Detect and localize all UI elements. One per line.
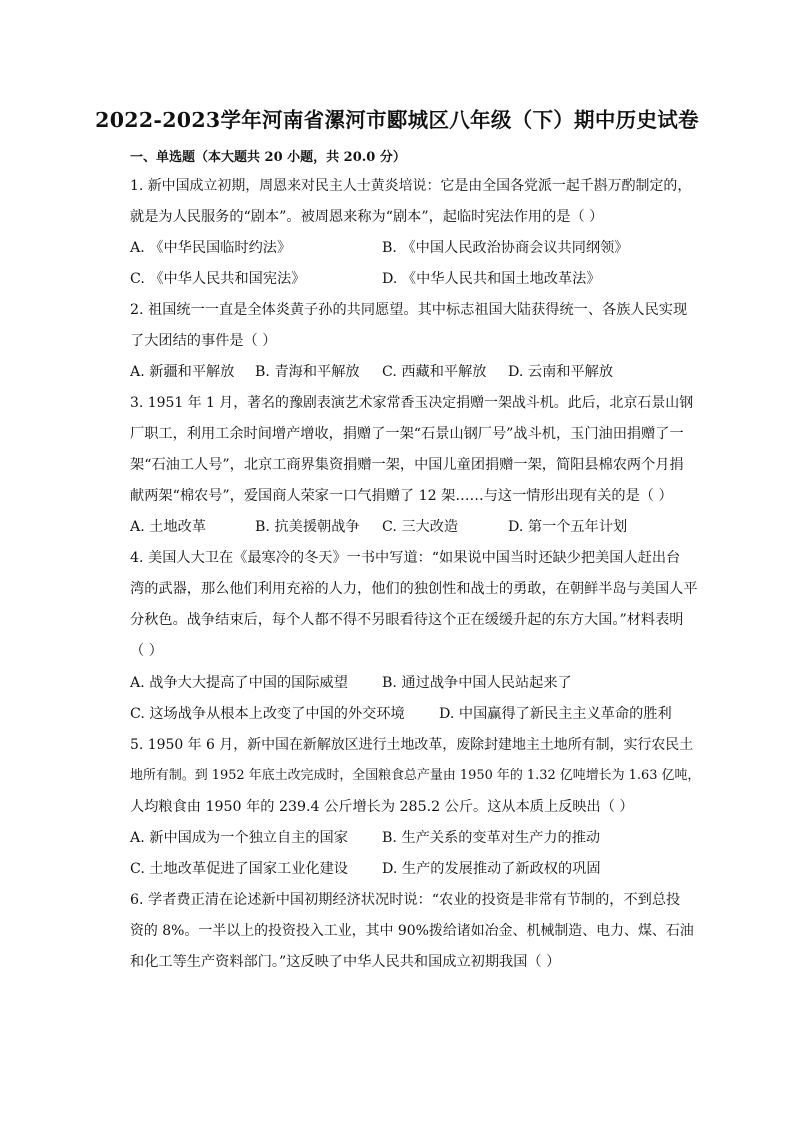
question-3-option-c: C. 三大改造 [382,519,459,535]
question-1-option-a: A. 《中华民国临时约法》 [130,240,292,256]
question-5-option-b: B. 生产关系的变革对生产力的推动 [382,830,601,846]
question-2-option-a: A. 新疆和平解放 [130,364,235,380]
question-2-option-c: C. 西藏和平解放 [382,364,487,380]
question-4-option-d: D. 中国赢得了新民主主义革命的胜利 [439,706,672,722]
question-5-line-1: 5. 1950 年 6 月，新中国在新解放区进行土地改革，废除封建地主土地所有制，实行农民土 [130,737,694,753]
question-3-line-2: 厂职工，利用工余时间增产增收，捐赠了一架“石景山钢厂号”战斗机，玉门油田捐赠了一 [130,426,684,442]
question-6-line-2: 资的 8%。一半以上的投资投入工业，其中 90%拨给诸如冶金、机械制造、电力、煤、石油 [130,923,694,939]
question-1-option-c: C. 《中华人民共和国宪法》 [130,271,306,287]
question-1-line-2: 就是为人民服务的“剧本”。被周恩来称为“剧本”，起临时宪法作用的是（ ） [130,209,604,225]
question-5-option-c: C. 土地改革促进了国家工业化建设 [130,861,348,877]
question-2-line-1: 2. 祖国统一一直是全体炎黄子孙的共同愿望。其中标志祖国大陆获得统一、各族人民实现 [130,302,688,318]
question-5-line-3: 人均粮食由 1950 年的 239.4 公斤增长为 285.2 公斤。这从本质上反映出（ ） [130,799,634,815]
question-6-line-1: 6. 学者费正清在论述新中国初期经济状况时说：“农业的投资是非常有节制的，不到总投 [130,892,681,908]
question-2-line-2: 了大团结的事件是（ ） [130,333,277,349]
question-1-option-b: B. 《中国人民政治协商会议共同纲领》 [382,240,629,256]
question-4-option-c: C. 这场战争从根本上改变了中国的外交环境 [130,706,405,722]
question-5-line-2: 地所有制。到 1952 年底土改完成时，全国粮食总产量由 1950 年的 1.32 亿吨增长为 1.63 亿吨， [130,768,701,783]
question-4-line-1: 4. 美国人大卫在《最寒冷的冬天》一书中写道：“如果说中国当时还缺少把美国人赶出台 [130,550,681,566]
question-3-line-4: 献两架“棉农号”，爱国商人荣家一口气捐赠了 12 架……与这一情形出现有关的是（ ） [130,488,673,504]
question-1-option-d: D. 《中华人民共和国土地改革法》 [382,271,601,287]
question-4-option-a: A. 战争大大提高了中国的国际威望 [130,675,348,691]
section-heading: 一、单选题（本大题共 20 小题，共 20.0 分） [130,150,406,165]
question-3-line-3: 架“石油工人号”，北京工商界集资捐赠一架，中国儿童团捐赠一架，简阳县棉农两个月捐 [130,457,684,473]
question-5-option-a: A. 新中国成为一个独立自主的国家 [130,830,348,846]
question-1-line-1: 1. 新中国成立初期，周恩来对民主人士黄炎培说：它是由全国各党派一起千斟万酌制定的， [130,178,692,194]
question-4-line-4: （ ） [130,643,163,659]
question-4-line-3: 分秋色。战争结束后，每个人都不得不另眼看待这个正在缓缓升起的东方大国。”材料表明 [130,612,684,628]
page-title: 2022-2023学年河南省漯河市郾城区八年级（下）期中历史试卷 [95,108,699,132]
question-2-option-d: D. 云南和平解放 [508,364,614,380]
question-4-line-2: 湾的武器，那么他们利用充裕的人力，他们的独创性和战士的勇敢，在朝鲜半岛与美国人平 [130,581,698,597]
question-3-option-d: D. 第一个五年计划 [508,519,628,535]
question-3-option-a: A. 土地改革 [130,519,207,535]
question-2-option-b: B. 青海和平解放 [255,364,360,380]
question-3-option-b: B. 抗美援朝战争 [255,519,360,535]
question-5-option-d: D. 生产的发展推动了新政权的巩固 [382,861,601,877]
question-3-line-1: 3. 1951 年 1 月，著名的豫剧表演艺术家常香玉决定捐赠一架战斗机。此后，北京石景山钢 [130,395,694,411]
question-6-line-3: 和化工等生产资料部门。”这反映了中华人民共和国成立初期我国（ ） [130,954,561,970]
question-4-option-b: B. 通过战争中国人民站起来了 [382,675,572,691]
